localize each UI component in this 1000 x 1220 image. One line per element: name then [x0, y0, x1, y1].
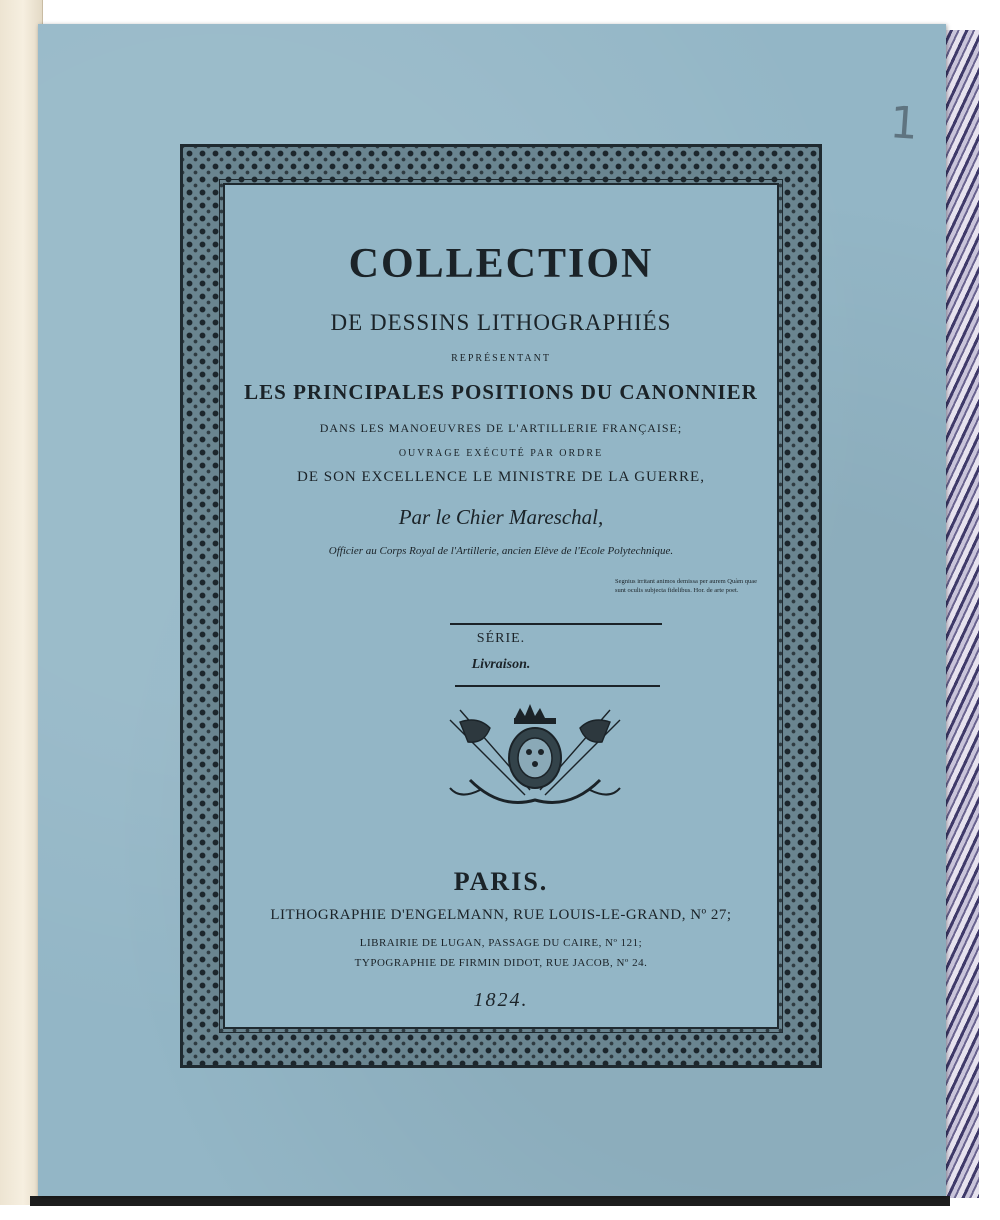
ouvrage-line: OUVRAGE EXÉCUTÉ PAR ORDRE — [398, 448, 604, 459]
representant-line: REPRÉSENTANT — [451, 353, 551, 364]
blue-paper-cover — [38, 24, 946, 1196]
lithographie-line: LITHOGRAPHIE D'ENGELMANN, RUE LOUIS-LE-GRAND, Nº 27; — [270, 907, 732, 923]
place: PARIS. — [453, 867, 549, 896]
minister-line: DE SON EXCELLENCE LE MINISTRE DE LA GUERRE, — [297, 469, 705, 485]
coat-of-arms-icon — [430, 700, 640, 820]
left-page-edge — [0, 0, 43, 1205]
subtitle: DE DESSINS LITHOGRAPHIÉS — [330, 310, 672, 335]
rule-bottom — [455, 685, 660, 687]
livraison-label: Livraison. — [471, 657, 531, 672]
publication-year: 1824. — [473, 989, 529, 1011]
binding-edge — [30, 1196, 950, 1206]
serie-label: SÉRIE. — [476, 631, 526, 646]
title-panel — [223, 183, 779, 1029]
pencil-mark: 1 — [888, 97, 920, 150]
rule-top — [450, 623, 662, 625]
page-title: COLLECTION — [348, 241, 654, 287]
librairie-line: LIBRAIRIE DE LUGAN, PASSAGE DU CAIRE, Nº 121; — [359, 937, 643, 949]
ornamental-border — [180, 144, 822, 1068]
main-subject: LES PRINCIPALES POSITIONS DU CANONNIER — [244, 380, 758, 404]
dans-line: DANS LES MANOEUVRES DE L'ARTILLERIE FRANÇAISE; — [319, 421, 683, 435]
author-line: Par le Chier Mareschal, — [398, 505, 604, 529]
typographie-line: TYPOGRAPHIE DE FIRMIN DIDOT, RUE JACOB, Nº 24. — [354, 957, 648, 969]
epigraph: Segnius irritant animos demissa per aurem Quàm quae sunt oculis subjecta fidelibus. Hor. de arte poet. — [615, 578, 758, 594]
author-title: Officier au Corps Royal de l'Artillerie, ancien Elève de l'Ecole Polytechnique. — [328, 545, 674, 557]
